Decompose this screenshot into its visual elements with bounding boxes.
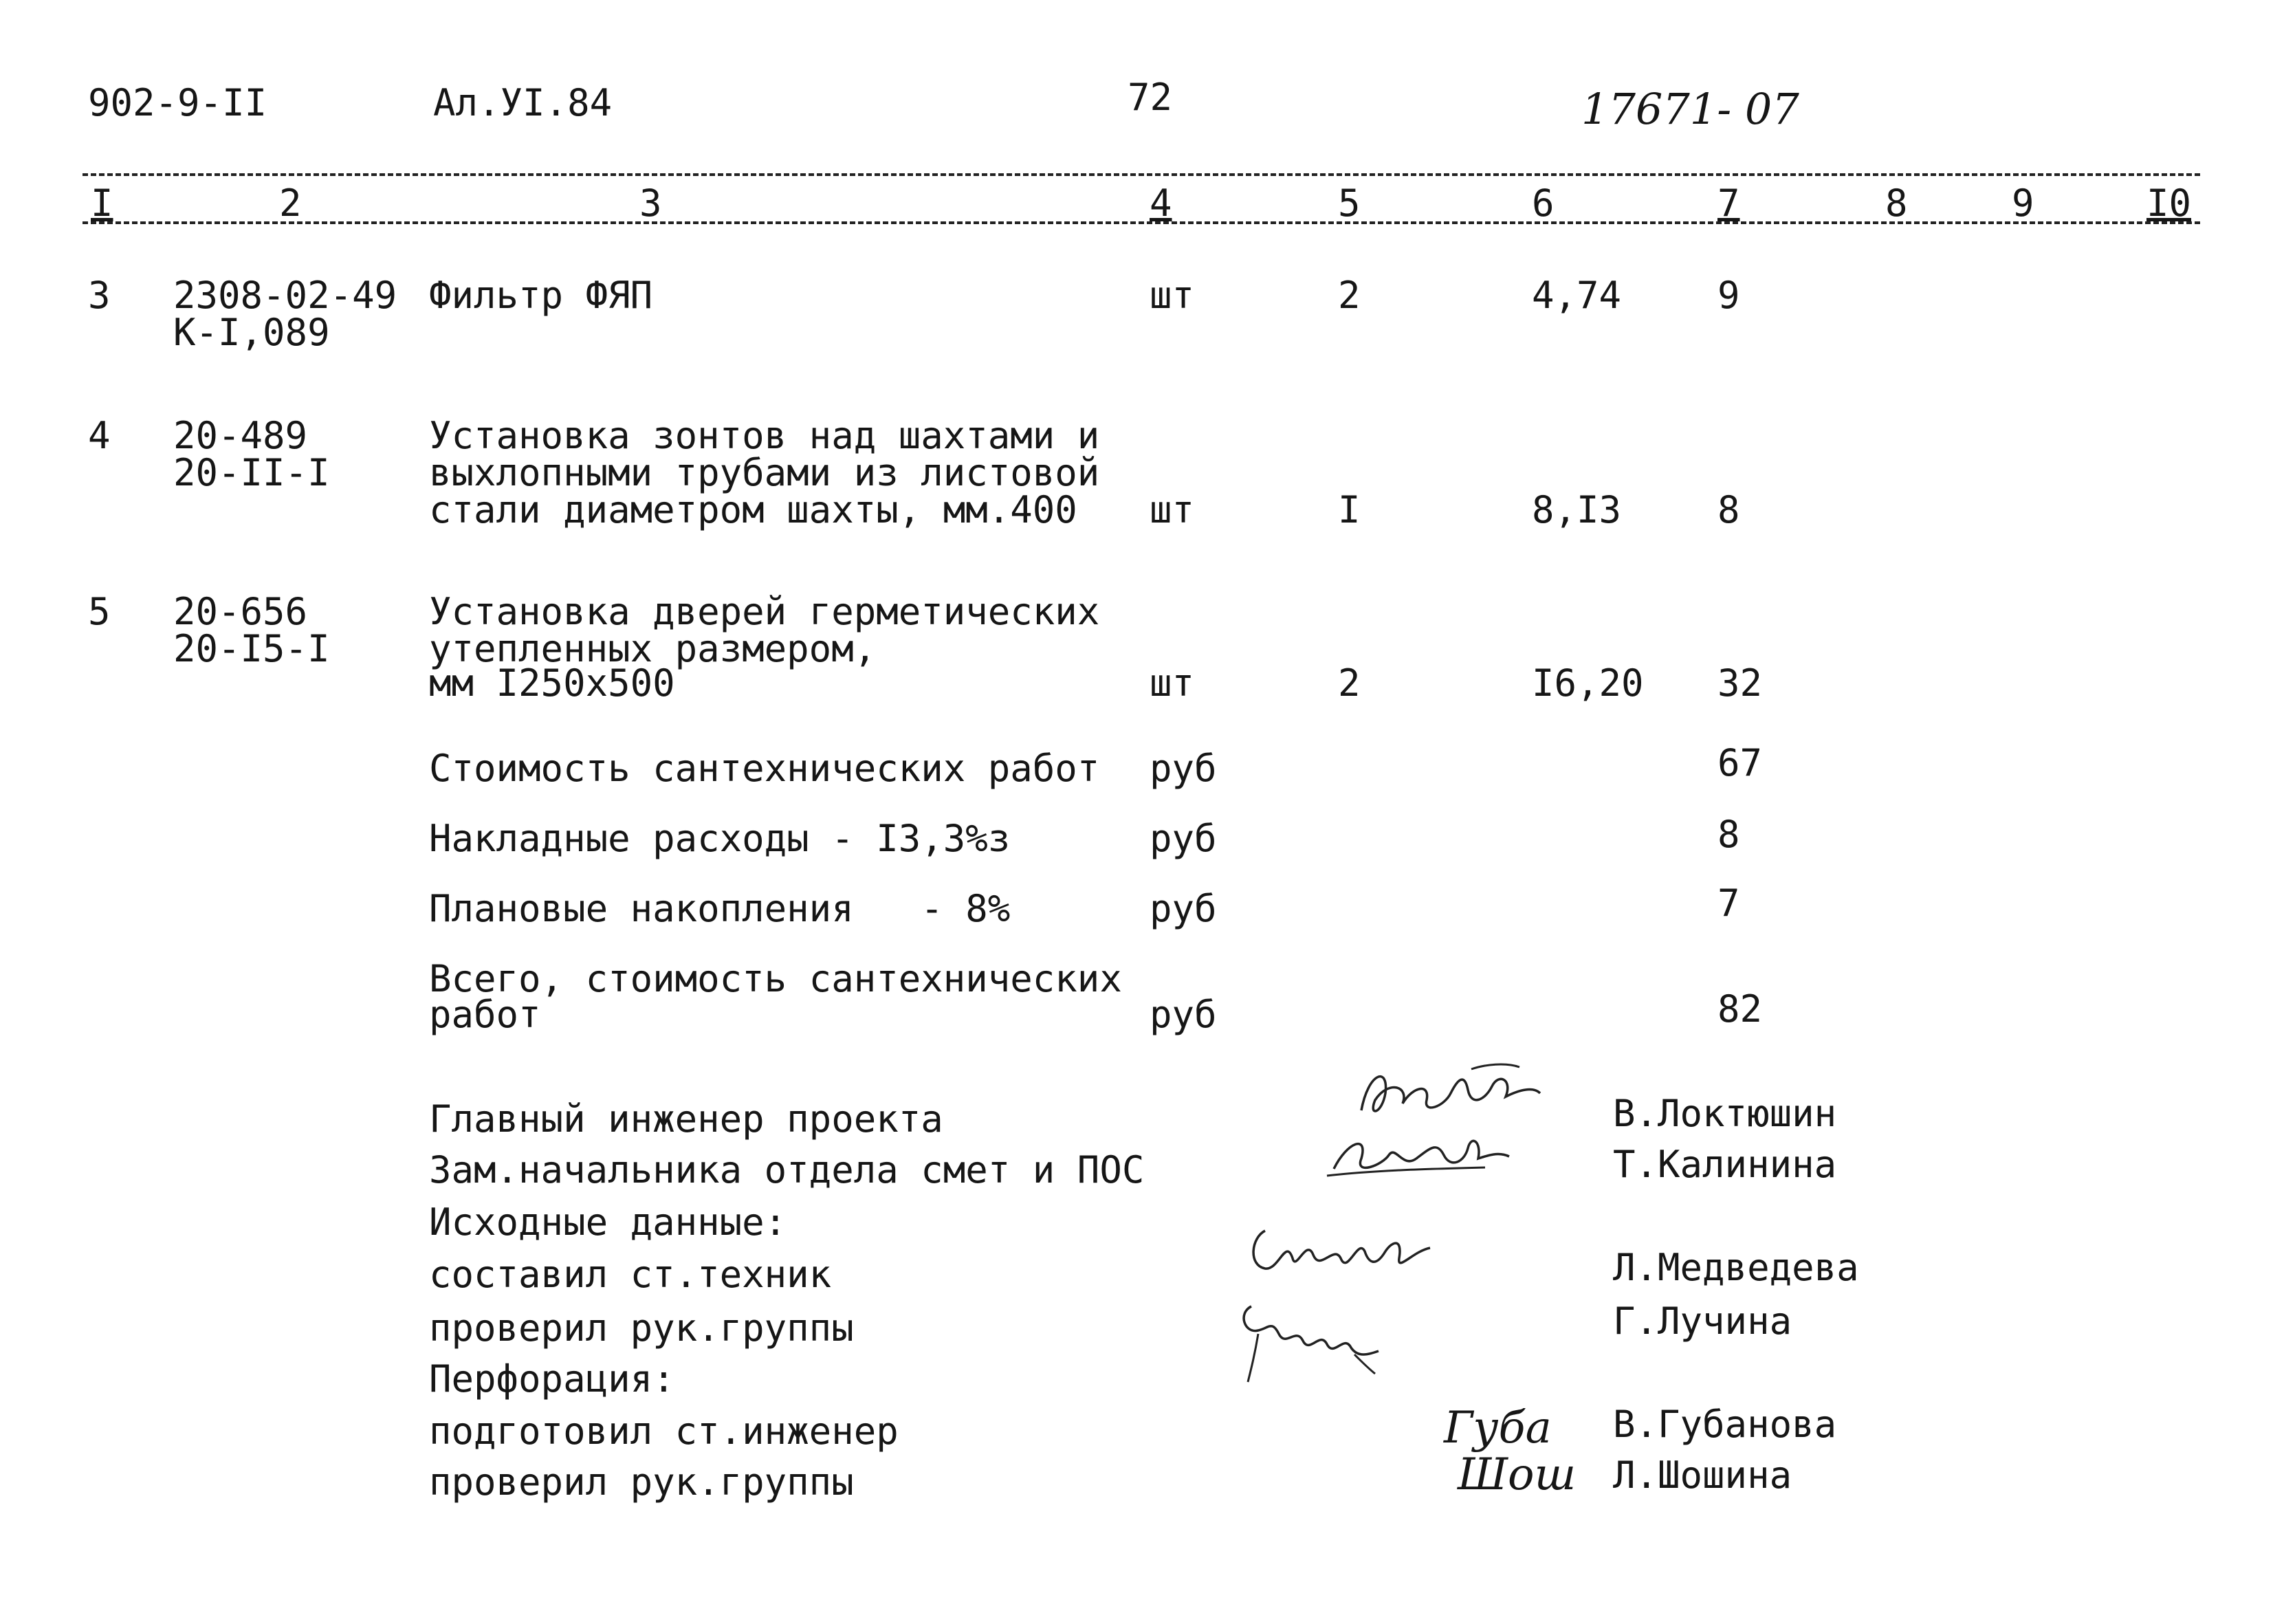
row-unit: шт bbox=[1150, 274, 1195, 317]
summary-value: 67 bbox=[1717, 741, 1763, 784]
prepared-label: подготовил ст.инженер bbox=[429, 1409, 899, 1453]
summary-unit: руб bbox=[1150, 747, 1217, 790]
row-unit: шт bbox=[1150, 488, 1195, 531]
summary-label: Стоимость сантехнических работ bbox=[429, 747, 1100, 790]
row-quantity: I bbox=[1338, 488, 1361, 531]
chief-engineer-label: Главный инженер проекта bbox=[429, 1097, 943, 1141]
chief-engineer-name: В.Локтюшин bbox=[1613, 1092, 1837, 1135]
header-top-rule bbox=[83, 173, 2200, 176]
row-number: 4 bbox=[88, 414, 111, 457]
row-code: К-I,089 bbox=[173, 311, 330, 354]
row-number: 3 bbox=[88, 274, 111, 317]
row-price: 4,74 bbox=[1532, 274, 1622, 317]
album-number: Ал.УI.84 bbox=[433, 81, 613, 124]
page-number: 72 bbox=[1128, 76, 1173, 119]
column-header-9: 9 bbox=[2012, 182, 2034, 225]
row-total: 8 bbox=[1717, 488, 1740, 531]
series-number: 902-9-II bbox=[88, 81, 267, 124]
summary-value: 8 bbox=[1717, 813, 1740, 856]
row-code: 20-II-I bbox=[173, 451, 330, 494]
row-number: 5 bbox=[88, 590, 111, 633]
checked1-label: проверил рук.группы bbox=[429, 1306, 854, 1350]
row-price: 8,I3 bbox=[1532, 488, 1622, 531]
row-code: 20-I5-I bbox=[173, 627, 330, 670]
signature-shoshina: Шош bbox=[1458, 1449, 1577, 1500]
perforation-label: Перфорация: bbox=[429, 1357, 675, 1401]
column-header-3: 3 bbox=[639, 182, 662, 225]
document-code: 17671- 07 bbox=[1581, 84, 1799, 134]
row-total: 32 bbox=[1717, 661, 1763, 705]
column-header-5: 5 bbox=[1338, 182, 1361, 225]
signature-medvedeva bbox=[1238, 1210, 1444, 1293]
summary-value: 82 bbox=[1717, 987, 1763, 1031]
compiled-label: составил ст.техник bbox=[429, 1253, 832, 1296]
prepared-name: В.Губанова bbox=[1613, 1403, 1837, 1446]
checked2-label: проверил рук.группы bbox=[429, 1460, 854, 1504]
row-description: Установка дверей герметических bbox=[429, 590, 1100, 633]
summary-unit: руб bbox=[1150, 817, 1217, 860]
row-description: Фильтр ФЯП bbox=[429, 274, 653, 317]
signature-luchina bbox=[1231, 1293, 1403, 1389]
row-code: 20-489 bbox=[173, 414, 308, 457]
compiled-name: Л.Медведева bbox=[1613, 1246, 1859, 1289]
column-header-7: 7 bbox=[1717, 182, 1740, 225]
column-header-6: 6 bbox=[1532, 182, 1555, 225]
summary-unit: руб bbox=[1150, 887, 1217, 930]
summary-label: Всего, стоимость сантехнических bbox=[429, 957, 1122, 1000]
row-price: I6,20 bbox=[1532, 661, 1644, 705]
summary-value: 7 bbox=[1717, 881, 1740, 925]
signature-loktyushin bbox=[1348, 1059, 1554, 1134]
row-code: 2308-02-49 bbox=[173, 274, 397, 317]
row-quantity: 2 bbox=[1338, 274, 1361, 317]
row-description: стали диаметром шахты, мм.400 bbox=[429, 488, 1077, 531]
summary-label: Накладные расходы - I3,3%з bbox=[429, 817, 1011, 860]
row-description: выхлопными трубами из листовой bbox=[429, 451, 1100, 494]
column-header-10: I0 bbox=[2146, 182, 2192, 225]
column-header-8: 8 bbox=[1885, 182, 1908, 225]
column-header-1: I bbox=[91, 182, 113, 225]
header-bottom-rule bbox=[83, 221, 2200, 224]
row-total: 9 bbox=[1717, 274, 1740, 317]
column-header-2: 2 bbox=[279, 182, 302, 225]
source-data-label: Исходные данные: bbox=[429, 1200, 787, 1244]
row-description: утепленных размером, bbox=[429, 627, 877, 670]
summary-label: Плановые накопления - 8% bbox=[429, 887, 1011, 930]
checked1-name: Г.Лучина bbox=[1613, 1299, 1792, 1343]
row-description: Установка зонтов над шахтами и bbox=[429, 414, 1100, 457]
checked2-name: Л.Шошина bbox=[1613, 1453, 1792, 1497]
signature-kalinina bbox=[1320, 1128, 1519, 1189]
row-description: мм I250х500 bbox=[429, 661, 675, 705]
column-header-4: 4 bbox=[1150, 182, 1172, 225]
row-unit: шт bbox=[1150, 661, 1195, 705]
summary-unit: руб bbox=[1150, 993, 1217, 1036]
row-quantity: 2 bbox=[1338, 661, 1361, 705]
row-code: 20-656 bbox=[173, 590, 308, 633]
summary-label: работ bbox=[429, 993, 541, 1036]
deputy-label: Зам.начальника отдела смет и ПОС bbox=[429, 1148, 1145, 1192]
signature-gubanova: Губа bbox=[1444, 1403, 1552, 1453]
deputy-name: Т.Калинина bbox=[1613, 1143, 1837, 1186]
